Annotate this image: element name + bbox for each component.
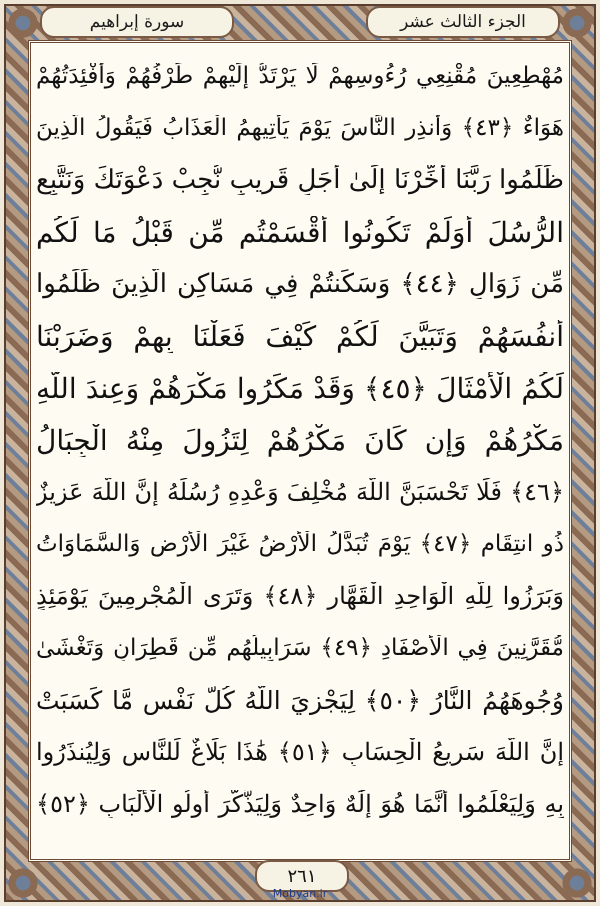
verse-line: بِهِ وَلِيَعْلَمُوا أَنَّمَا هُوَ إِلَٰهٌ وَاحِدٌ وَلِيَذَّكَّرَ أُولُو الْأَلْبَابِ ﴿٥٢﴾ — [36, 790, 564, 818]
corner-ornament-icon — [560, 866, 594, 900]
verse-line: ظَلَمُوا رَبَّنَا أَخِّرْنَا إِلَىٰ أَجَلٍ قَرِيبٍ نُّجِبْ دَعْوَتَكَ وَنَتَّبِعِ — [36, 165, 564, 195]
corner-ornament-icon — [6, 866, 40, 900]
juz-label: الجزء الثالث عشر — [366, 6, 560, 38]
watermark: Mobyan.ir — [272, 887, 328, 900]
page-header — [0, 0, 600, 38]
verse-line: وُجُوهَهُمُ النَّارُ ﴿٥٠﴾ لِيَجْزِيَ اللَّهُ كُلَّ نَفْسٍ مَّا كَسَبَتْ — [36, 685, 564, 715]
page-number: ٢٦١ — [255, 860, 349, 892]
verse-line: مَكْرُهُمْ وَإِن كَانَ مَكْرُهُمْ لِتَزُولَ مِنْهُ الْجِبَالُ — [36, 423, 564, 457]
verse-line: لَكُمُ الْأَمْثَالَ ﴿٤٥﴾ وَقَدْ مَكَرُوا مَكْرَهُمْ وَعِندَ اللَّهِ — [36, 371, 564, 405]
verse-line: مِّن زَوَالٍ ﴿٤٤﴾ وَسَكَنتُمْ فِي مَسَاكِنِ الَّذِينَ ظَلَمُوا — [36, 269, 564, 299]
verse-line: أَنفُسَهُمْ وَتَبَيَّنَ لَكُمْ كَيْفَ فَعَلْنَا بِهِمْ وَضَرَبْنَا — [36, 319, 564, 353]
verse-line: ﴿٤٦﴾ فَلَا تَحْسَبَنَّ اللَّهَ مُخْلِفَ وَعْدِهِ رُسُلَهُ إِنَّ اللَّهَ عَزِيزٌ — [36, 478, 564, 506]
verse-line: هَوَاءٌ ﴿٤٣﴾ وَأَنذِرِ النَّاسَ يَوْمَ يَأْتِيهِمُ الْعَذَابُ فَيَقُولُ الَّذِينَ — [36, 115, 564, 141]
verse-line: إِنَّ اللَّهَ سَرِيعُ الْحِسَابِ ﴿٥١﴾ هَٰذَا بَلَاغٌ لِّلنَّاسِ وَلِيُنذَرُوا — [36, 738, 564, 766]
verse-line: ذُو انتِقَامٍ ﴿٤٧﴾ يَوْمَ تُبَدَّلُ الْأَرْضُ غَيْرَ الْأَرْضِ وَالسَّمَاوَاتُ — [36, 531, 564, 557]
verse-line: الرُّسُلَ أَوَلَمْ تَكُونُوا أَقْسَمْتُم مِّن قَبْلُ مَا لَكُم — [36, 215, 564, 249]
verse-line: مُّقَرَّنِينَ فِي الْأَصْفَادِ ﴿٤٩﴾ سَرَابِيلُهُم مِّن قَطِرَانٍ وَتَغْشَىٰ — [36, 635, 564, 661]
verse-line: وَبَرَزُوا لِلَّهِ الْوَاحِدِ الْقَهَّارِ ﴿٤٨﴾ وَتَرَى الْمُجْرِمِينَ يَوْمَئِذٍ — [36, 582, 564, 610]
verse-lines — [36, 50, 564, 850]
verse-line: مُهْطِعِينَ مُقْنِعِي رُءُوسِهِمْ لَا يَرْتَدُّ إِلَيْهِمْ طَرْفُهُمْ وَأَفْئِدَتُهُمْ — [36, 63, 564, 89]
surah-name-label: سورة إبراهيم — [40, 6, 234, 38]
